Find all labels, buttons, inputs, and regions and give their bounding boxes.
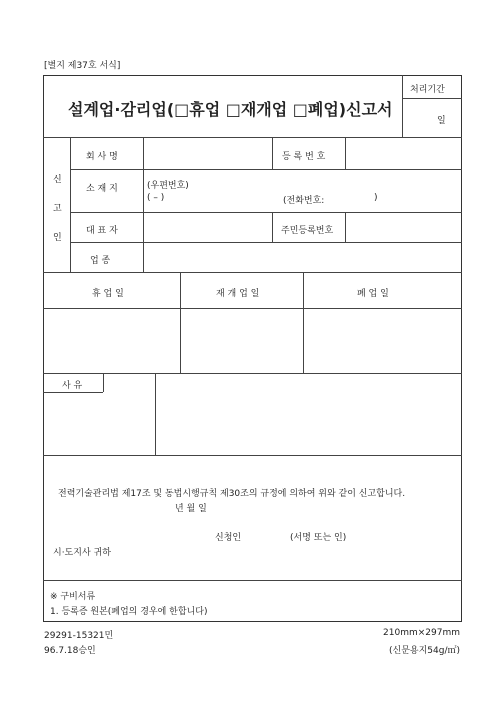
closure-date-field[interactable] [306, 311, 459, 370]
resumption-date-label: 재 개 업 일 [216, 289, 260, 299]
closure-date-label: 폐 업 일 [357, 289, 389, 299]
title-divider [402, 75, 403, 137]
representative-label: 대 표 자 [86, 226, 118, 236]
reason-label: 사 유 [62, 381, 83, 391]
form-code: 29291-15321민 [44, 631, 114, 641]
reason-divider [43, 392, 103, 393]
col-line [345, 212, 346, 242]
col-line [272, 212, 273, 242]
row-line [43, 137, 462, 138]
col-line [70, 137, 71, 272]
applicant-name-field[interactable] [245, 527, 285, 541]
row-line [43, 272, 462, 273]
approval-date: 96.7.18승인 [44, 646, 96, 656]
registration-number-field[interactable] [348, 140, 459, 166]
applicant-signature-label: 신청인 [215, 533, 242, 543]
col-line [143, 137, 144, 272]
required-document-item: 1. 등록증 원본(폐업의 경우에 한합니다) [50, 607, 208, 617]
signature-or-seal: (서명 또는 인) [290, 533, 347, 543]
row-line [70, 242, 462, 243]
row-line [43, 373, 462, 374]
postal-code-field[interactable]: ( – ) [147, 193, 165, 203]
row-line [70, 169, 462, 170]
applicant-section-label: 신 [53, 175, 62, 185]
company-name-label: 회 사 명 [86, 152, 118, 162]
col-line [272, 137, 273, 169]
suspension-date-field[interactable] [46, 311, 177, 370]
reason-field[interactable] [158, 376, 459, 452]
processing-period-unit: 일 [437, 116, 446, 126]
resumption-date-field[interactable] [183, 311, 300, 370]
resident-number-label: 주민등록번호 [281, 226, 334, 236]
postal-code-label: (우편번호) [147, 181, 189, 191]
phone-field[interactable] [330, 191, 370, 204]
row-line [43, 455, 462, 456]
recipient: 시·도지사 귀하 [53, 548, 111, 558]
paper-size: 210mm×297mm [383, 628, 460, 638]
industry-field[interactable] [146, 245, 459, 269]
processing-divider [402, 98, 462, 99]
row-line [43, 308, 462, 309]
phone-close: ) [374, 193, 378, 203]
col-line [180, 272, 181, 373]
phone-label: (전화번호: [283, 196, 325, 206]
declaration-text: 전력기술관리법 제17조 및 동법시행규칙 제30조의 규정에 의하여 위와 같이 신고합니다. [58, 489, 406, 499]
col-line [103, 373, 104, 392]
form-number: [별지 제37호 서식] [44, 61, 121, 71]
representative-field[interactable] [146, 215, 269, 239]
col-line [155, 373, 156, 455]
row-line [70, 212, 462, 213]
processing-period-label: 처리기간 [410, 85, 445, 95]
required-documents-title: ※ 구비서류 [50, 592, 96, 602]
applicant-section-label: 인 [53, 233, 62, 243]
paper-spec: (신문용지54g/㎡) [389, 646, 460, 656]
resident-number-field[interactable] [348, 215, 459, 239]
address-label: 소 재 지 [86, 184, 118, 194]
suspension-date-label: 휴 업 일 [92, 289, 124, 299]
industry-label: 업 종 [90, 256, 111, 266]
form-title: 설계업·감리업(□휴업 □재개업 □폐업)신고서 [68, 100, 393, 119]
declaration-date: 년 월 일 [175, 504, 207, 514]
company-name-field[interactable] [146, 140, 269, 166]
col-line [303, 272, 304, 373]
row-line [43, 580, 462, 581]
applicant-section-label: 고 [53, 204, 62, 214]
registration-number-label: 등 록 번 호 [282, 152, 326, 162]
col-line [345, 137, 346, 169]
